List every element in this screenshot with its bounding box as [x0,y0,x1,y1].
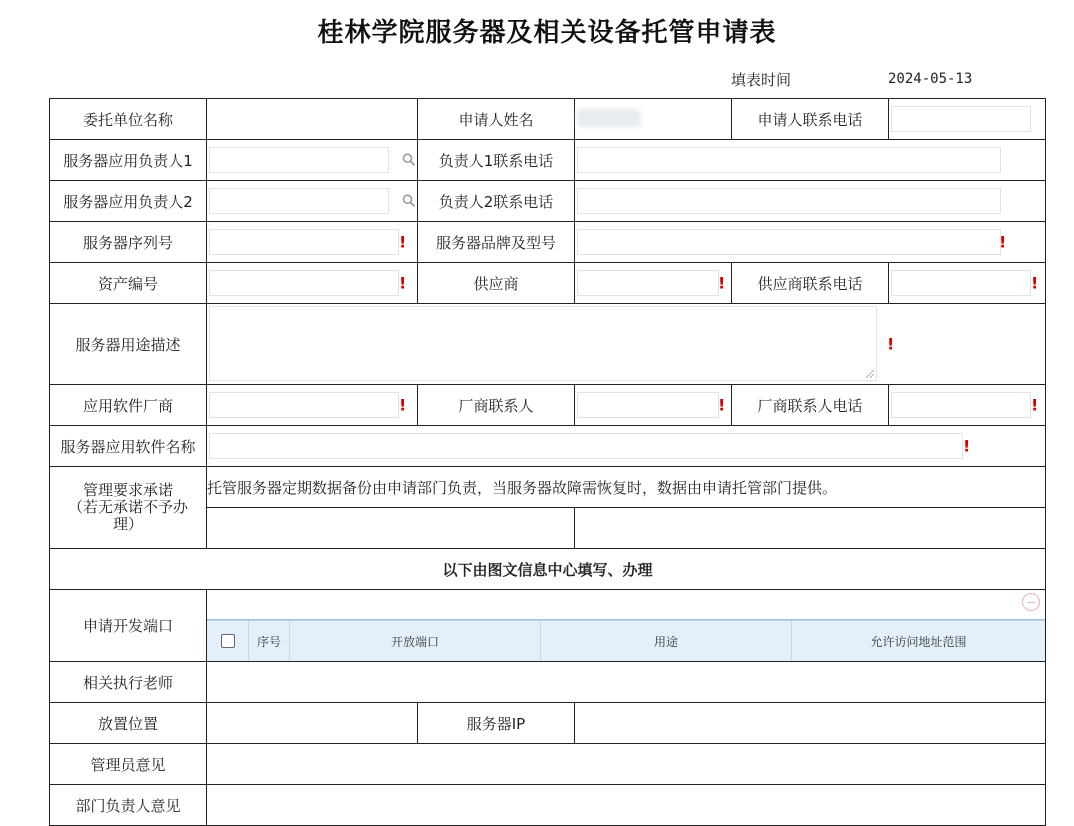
owner2-cell [207,181,418,222]
ports-label: 申请开发端口 [50,590,207,662]
vendor-contact-phone-label: 厂商联系人电话 [732,385,889,426]
server-ip-label: 服务器IP [418,703,575,744]
vendor-contact-cell [575,385,732,426]
owner1-phone-label: 负责人1联系电话 [418,140,575,181]
dept-opinion-label: 部门负责人意见 [50,785,207,826]
commitment-blank-right [575,508,1046,549]
supplier-phone-input[interactable] [891,270,1031,296]
owner1-phone-input[interactable] [577,147,1001,173]
teacher-label: 相关执行老师 [50,662,207,703]
admin-opinion-label: 管理员意见 [50,744,207,785]
vendor-contact-label: 厂商联系人 [418,385,575,426]
applicant-phone-label: 申请人联系电话 [732,99,889,140]
commitment-text-cell [207,467,1046,508]
owner2-input[interactable] [209,188,389,214]
vendor-contact-phone-cell [889,385,1046,426]
owner1-input[interactable] [209,147,389,173]
dept-opinion-cell [207,785,1046,826]
owner2-phone-label: 负责人2联系电话 [418,181,575,222]
required-mark: ! [718,273,726,293]
required-mark: ! [1031,273,1039,293]
usage-desc-label: 服务器用途描述 [50,304,207,385]
select-all-checkbox[interactable] [221,634,235,648]
fill-time-label: 填表时间 [731,71,792,89]
form-title: 桂林学院服务器及相关设备托管申请表 [317,18,777,48]
section-header: 以下由图文信息中心填写、办理 [50,549,1046,590]
entrust-unit-cell[interactable] [207,99,418,140]
owner1-phone-cell [575,140,1046,181]
brand-model-input[interactable] [577,229,1001,255]
asset-no-label: 资产编号 [50,263,207,304]
supplier-label: 供应商 [418,263,575,304]
serial-label: 服务器序列号 [50,222,207,263]
server-ip-cell [575,703,1046,744]
location-label: 放置位置 [50,703,207,744]
ports-header-row [207,620,1045,661]
supplier-phone-label: 供应商联系电话 [732,263,889,304]
select-all-cell [207,621,249,661]
software-name-label: 服务器应用软件名称 [50,426,207,467]
required-mark: ! [1031,395,1039,415]
owner1-label: 服务器应用负责人1 [50,140,207,181]
supplier-phone-cell [889,263,1046,304]
software-name-input[interactable] [209,433,963,459]
owner1-cell [207,140,418,181]
applicant-phone-cell [889,99,1046,140]
search-icon[interactable] [402,153,416,167]
minus-circle-icon[interactable] [1022,593,1040,611]
vendor-contact-input[interactable] [577,392,719,418]
application-form [49,98,1046,826]
commitment-label: 管理要求承诺 （若无承诺不予办理） [50,467,207,549]
supplier-cell [575,263,732,304]
usage-desc-cell [207,304,1046,385]
required-mark: ! [399,273,407,293]
serial-input[interactable] [209,229,399,255]
required-mark: ! [887,334,895,354]
applicant-name-cell [575,99,732,140]
commitment-text: 托管服务器定期数据备份由申请部门负责，当服务器故障需恢复时，数据由申请托管部门提供。 [207,479,838,497]
owner2-phone-input[interactable] [577,188,1001,214]
required-mark: ! [999,232,1007,252]
ports-grid [207,590,1046,662]
column-header[interactable]: 允许访问地址范围 [870,634,967,649]
owner2-phone-cell [575,181,1046,222]
column-header[interactable]: 用途 [541,621,792,661]
serial-cell [207,222,418,263]
applicant-phone-input[interactable] [891,106,1031,132]
teacher-cell [207,662,1046,703]
resize-handle[interactable] [866,370,874,378]
column-header[interactable]: 序号 [249,621,290,661]
search-icon[interactable] [402,194,416,208]
ports-toolbar [207,590,1045,620]
required-mark: ! [399,232,407,252]
software-vendor-label: 应用软件厂商 [50,385,207,426]
redacted-name [577,109,641,127]
column-header[interactable]: 开放端口 [290,621,541,661]
software-vendor-cell [207,385,418,426]
software-vendor-input[interactable] [209,392,399,418]
admin-opinion-cell [207,744,1046,785]
required-mark: ! [399,395,407,415]
asset-no-cell [207,263,418,304]
owner2-label: 服务器应用负责人2 [50,181,207,222]
software-name-cell [207,426,1046,467]
asset-no-input[interactable] [209,270,399,296]
required-mark: ! [963,436,971,456]
brand-model-cell [575,222,1046,263]
required-mark: ! [718,395,726,415]
brand-model-label: 服务器品牌及型号 [418,222,575,263]
commitment-blank-left [207,508,575,549]
vendor-contact-phone-input[interactable] [891,392,1031,418]
usage-desc-textarea[interactable] [209,306,877,381]
fill-time-value: 2024-05-13 [888,71,973,87]
supplier-input[interactable] [577,270,719,296]
entrust-unit-label: 委托单位名称 [50,99,207,140]
location-cell [207,703,418,744]
applicant-name-label: 申请人姓名 [418,99,575,140]
